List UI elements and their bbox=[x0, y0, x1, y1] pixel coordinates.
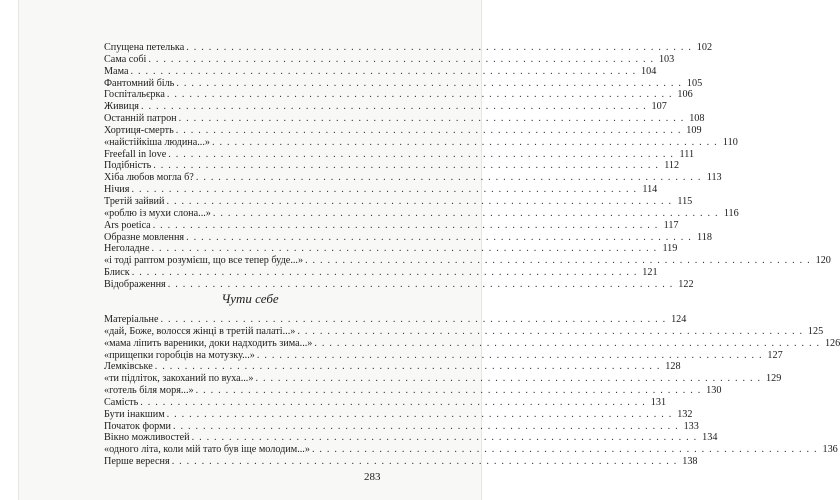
dot-leader bbox=[297, 326, 803, 338]
toc-entry-page: 118 bbox=[697, 231, 712, 243]
dot-leader bbox=[255, 373, 761, 385]
toc-entry-title: Початок форми bbox=[104, 420, 172, 432]
toc-entry-page: 117 bbox=[663, 219, 679, 231]
toc-entry bbox=[104, 432, 718, 444]
toc-entry bbox=[104, 420, 699, 433]
toc-entry-page: 114 bbox=[642, 184, 658, 196]
toc-entry-page: 130 bbox=[706, 385, 722, 397]
dot-leader bbox=[161, 314, 667, 326]
toc-entry bbox=[104, 113, 705, 125]
toc-entry-page: 108 bbox=[689, 113, 705, 125]
toc-entry-title: Хортиця-смерть bbox=[104, 124, 174, 136]
dot-leader bbox=[168, 149, 674, 161]
toc-entry-title: «прищепки горобців на мотузку...» bbox=[104, 349, 255, 361]
table-of-contents-bottom bbox=[104, 314, 840, 468]
toc-entry-page: 105 bbox=[686, 77, 703, 89]
toc-entry-page: 112 bbox=[664, 160, 680, 172]
dot-leader bbox=[168, 279, 674, 291]
toc-entry bbox=[104, 207, 739, 220]
toc-entry-page: 113 bbox=[706, 172, 722, 184]
dot-leader bbox=[148, 54, 654, 66]
toc-entry-title: Ars poetica bbox=[104, 219, 151, 231]
dot-leader bbox=[130, 66, 636, 78]
dot-leader bbox=[196, 385, 702, 397]
dot-leader bbox=[176, 78, 682, 90]
toc-entry bbox=[104, 172, 722, 184]
toc-entry-title: «ти підліток, закоханий по вуха...» bbox=[104, 373, 254, 385]
toc-entry bbox=[104, 325, 824, 338]
dot-leader bbox=[257, 350, 763, 362]
toc-entry bbox=[104, 184, 658, 196]
toc-entry-page: 121 bbox=[642, 267, 658, 279]
toc-entry-title: Госпітальєрка bbox=[104, 89, 165, 101]
toc-entry-title: Нічия bbox=[104, 184, 130, 196]
toc-entry-page: 128 bbox=[665, 361, 681, 373]
dot-leader bbox=[196, 172, 702, 184]
toc-entry-title: «і тоді раптом розумієш, що все тепер буде...» bbox=[104, 255, 304, 267]
toc-entry bbox=[104, 408, 693, 421]
toc-entry-page: 115 bbox=[677, 195, 693, 207]
dot-leader bbox=[213, 208, 719, 220]
toc-entry-page: 119 bbox=[662, 243, 678, 255]
dot-leader bbox=[153, 220, 659, 232]
toc-entry-title: Спущена петелька bbox=[104, 42, 185, 53]
dot-leader bbox=[141, 101, 647, 113]
toc-entry-title: Перше вересня bbox=[104, 456, 170, 468]
toc-entry-page: 122 bbox=[678, 278, 694, 290]
toc-entry bbox=[104, 160, 680, 172]
toc-entry-title: Самість bbox=[104, 396, 139, 408]
toc-entry bbox=[104, 349, 783, 362]
toc-entry bbox=[104, 148, 695, 161]
dot-leader bbox=[132, 267, 638, 279]
dot-leader bbox=[152, 243, 658, 255]
dot-leader bbox=[167, 409, 673, 421]
section-title: Чути себе bbox=[221, 291, 279, 306]
toc-entry-page: 132 bbox=[677, 408, 693, 420]
toc-entry-title: «найстійкіша людина...» bbox=[104, 136, 210, 148]
toc-entry-title: Неголадне bbox=[104, 243, 150, 255]
toc-entry-page: 103 bbox=[658, 53, 675, 65]
toc-entry-page: 134 bbox=[702, 432, 718, 444]
dot-leader bbox=[140, 397, 646, 409]
toc-entry-title: Образне мовлення bbox=[104, 231, 185, 243]
toc-entry-page: 106 bbox=[677, 89, 693, 101]
toc-entry bbox=[104, 361, 681, 373]
toc-entry bbox=[104, 219, 679, 232]
toc-entry bbox=[104, 385, 722, 397]
toc-entry bbox=[104, 314, 687, 326]
toc-entry bbox=[104, 124, 702, 137]
toc-entry bbox=[104, 231, 712, 244]
dot-leader bbox=[305, 255, 811, 267]
toc-entry-title: «дай, Боже, волосся жінці в третій палаті...» bbox=[104, 325, 296, 337]
toc-entry-title: Відображення bbox=[104, 278, 166, 290]
dot-leader bbox=[172, 456, 678, 468]
toc-entry bbox=[104, 65, 657, 78]
dot-leader bbox=[179, 113, 685, 125]
toc-entry-title: «готель біля моря...» bbox=[104, 385, 194, 397]
toc-entry-page: 107 bbox=[651, 101, 667, 113]
dot-leader bbox=[212, 137, 718, 149]
toc-entry bbox=[104, 136, 738, 149]
dot-leader bbox=[173, 421, 679, 433]
toc-entry-title: «одного літа, коли мій тато був іще молодим...» bbox=[104, 444, 310, 456]
toc-entry bbox=[104, 337, 840, 350]
toc-entry bbox=[104, 195, 693, 208]
toc-entry-page: 120 bbox=[815, 255, 831, 267]
dot-leader bbox=[155, 361, 661, 373]
dot-leader bbox=[167, 89, 673, 101]
toc-entry-title: Вікно можливостей bbox=[104, 432, 190, 444]
toc-entry bbox=[104, 101, 667, 113]
toc-entry-page: 131 bbox=[650, 396, 667, 408]
toc-entry-title: Хіба любов могла б? bbox=[104, 172, 194, 184]
toc-entry bbox=[104, 267, 658, 279]
toc-entry-title: Живиця bbox=[104, 101, 139, 113]
dot-leader bbox=[186, 42, 692, 54]
toc-entry-title: Сама собі bbox=[104, 53, 147, 65]
toc-entry bbox=[104, 243, 678, 255]
toc-entry-title: Бути інакшим bbox=[104, 408, 165, 420]
dot-leader bbox=[192, 432, 698, 444]
dot-leader bbox=[314, 338, 820, 350]
toc-entry-page: 111 bbox=[679, 148, 695, 160]
table-of-contents-top bbox=[104, 42, 831, 291]
toc-entry-page: 104 bbox=[641, 65, 657, 77]
dot-leader bbox=[166, 196, 672, 208]
toc-entry-page: 124 bbox=[671, 314, 687, 325]
toc-entry-title: Блиск bbox=[104, 267, 130, 279]
toc-entry-page: 133 bbox=[683, 420, 699, 432]
toc-entry-title: Freefall in love bbox=[104, 148, 167, 160]
toc-entry-title: Матеріальне bbox=[104, 314, 159, 325]
toc-entry-page: 126 bbox=[824, 337, 840, 349]
toc-entry-page: 110 bbox=[722, 136, 738, 148]
toc-entry-page: 129 bbox=[766, 373, 782, 385]
toc-entry-title: «мама ліпить вареники, доки надходить зима...» bbox=[104, 337, 313, 349]
dot-leader bbox=[312, 444, 818, 456]
toc-entry-title: Фантомний біль bbox=[104, 77, 175, 89]
toc-entry-page: 136 bbox=[822, 444, 838, 456]
toc-entry bbox=[104, 42, 713, 54]
toc-entry bbox=[104, 396, 667, 409]
toc-entry-title: Подібність bbox=[104, 160, 152, 172]
toc-entry bbox=[104, 444, 838, 456]
toc-entry-title: Лемківське bbox=[104, 361, 153, 373]
toc-entry bbox=[104, 373, 782, 385]
toc-entry bbox=[104, 255, 831, 267]
toc-entry bbox=[104, 89, 693, 101]
toc-entry-page: 138 bbox=[682, 456, 698, 468]
toc-entry bbox=[104, 456, 698, 468]
toc-entry-title: «роблю із мухи слона...» bbox=[104, 207, 211, 219]
toc-entry-page: 116 bbox=[723, 207, 739, 219]
toc-entry-page: 102 bbox=[696, 42, 713, 53]
toc-entry bbox=[104, 77, 703, 90]
toc-entry-title: Третій зайвий bbox=[104, 195, 165, 207]
dot-leader bbox=[153, 160, 659, 172]
toc-entry bbox=[104, 53, 675, 66]
dot-leader bbox=[176, 125, 682, 137]
toc-entry-title: Мама bbox=[104, 65, 129, 77]
dot-leader bbox=[131, 184, 637, 196]
toc-entry bbox=[104, 278, 694, 291]
book-page bbox=[18, 0, 840, 500]
toc-entry-page: 127 bbox=[767, 349, 783, 361]
page-number: 283 bbox=[364, 471, 381, 483]
toc-entry-title: Останній патрон bbox=[104, 113, 177, 125]
dot-leader bbox=[186, 232, 692, 244]
toc-entry-page: 125 bbox=[807, 325, 824, 337]
toc-entry-page: 109 bbox=[686, 124, 702, 136]
